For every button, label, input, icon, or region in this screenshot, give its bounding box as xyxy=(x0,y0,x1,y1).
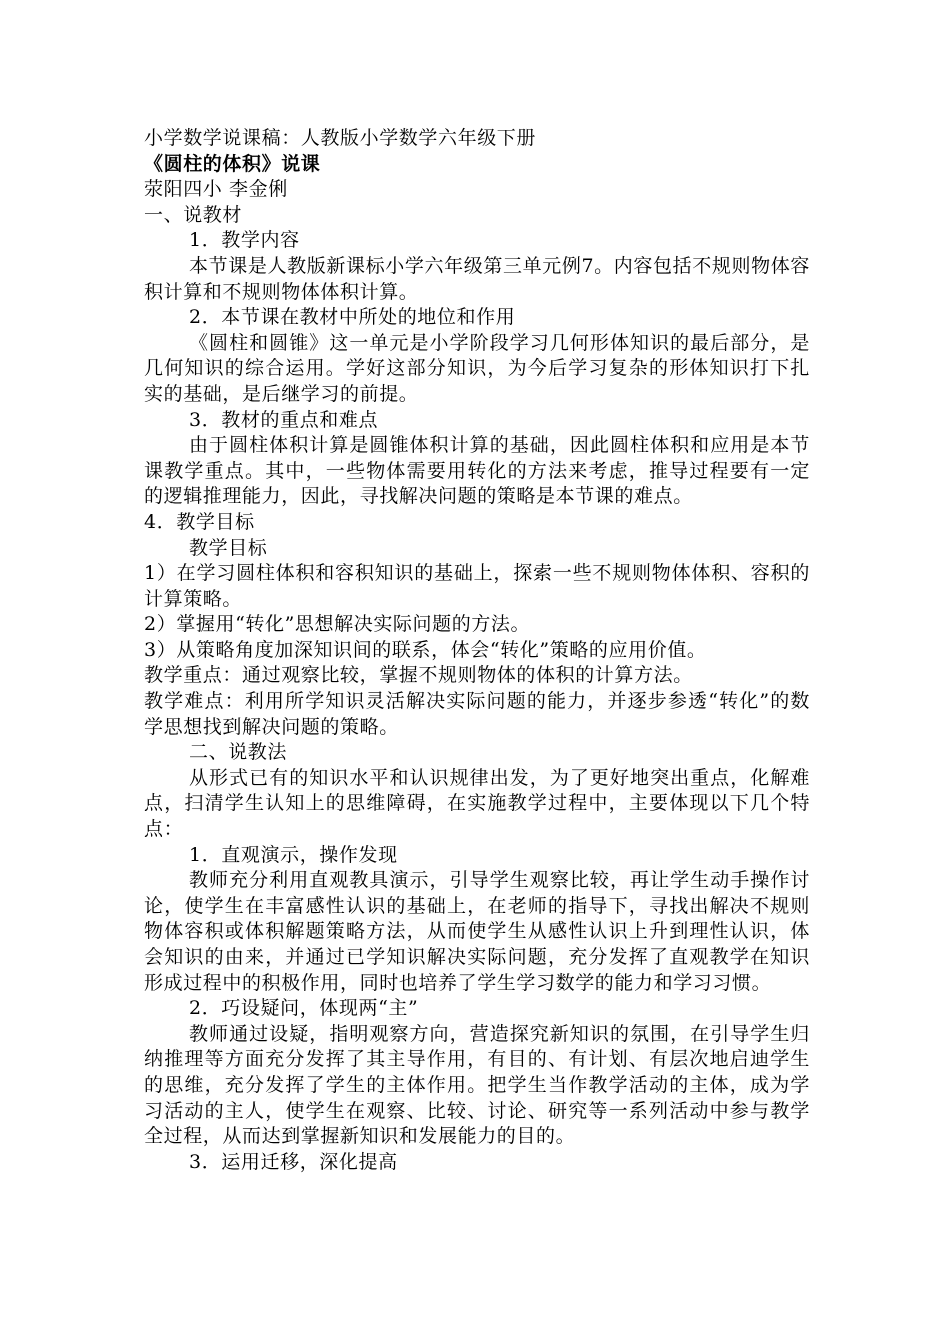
document-subtitle: 小学数学说课稿：人教版小学数学六年级下册 xyxy=(144,127,537,149)
paragraph: 教师通过设疑，指明观察方向，营造探究新知识的氛围，在引导学生归纳推理等方面充分发挥了其主导作用，有目的、有计划、有层次地启迪学生的思维，充分发挥了学生的主体作用。把学生当作教学活动的主体，成为学习活动的主人，使学生在观察、比较、讨论、研究等一系列活动中参与教学全过程，从而达到掌握新知识和发展能力的目的。 xyxy=(144,1022,810,1148)
subheading-questioning: 2．巧设疑问，体现两“主” xyxy=(189,997,419,1020)
paragraph: 教师充分利用直观教具演示，引导学生观察比较，再让学生动手操作讨论，使学生在丰富感性认识的基础上，在老师的指导下，寻找出解决不规则物体容积或体积解题策略方法，从而使学生从感性认识上升到理性认识，体会知识的由来，并通过已学知识解决实际问题，充分发挥了直观教学在知识形成过程中的积极作用，同时也培养了学生学习数学的能力和学习习惯。 xyxy=(144,869,810,994)
subheading-teaching-goals: 4．教学目标 xyxy=(144,510,255,533)
subheading-teaching-content: 1．教学内容 xyxy=(189,229,300,252)
goal-item: 2）掌握用“转化”思想解决实际问题的方法。 xyxy=(144,613,531,636)
subheading-position-and-role: 2．本节课在教材中所处的地位和作用 xyxy=(189,306,516,329)
subheading-key-and-difficult-points: 3．教材的重点和难点 xyxy=(189,408,379,431)
subheading-transfer: 3．运用迁移，深化提高 xyxy=(189,1150,398,1173)
section-heading-teaching-material: 一、说教材 xyxy=(144,203,243,226)
paragraph: 本节课是人教版新课标小学六年级第三单元例7。内容包括不规则物体容积计算和不规则物体体积计算。 xyxy=(144,254,810,303)
document-title: 《圆柱的体积》说课 xyxy=(144,152,321,175)
paragraph: 《圆柱和圆锥》这一单元是小学阶段学习几何形体知识的最后部分，是几何知识的综合运用。学好这部分知识，为今后学习复杂的形体知识打下扎实的基础，是后继学习的前提。 xyxy=(144,331,810,405)
document-author: 荥阳四小 李金俐 xyxy=(144,178,288,201)
goal-item: 1）在学习圆柱体积和容积知识的基础上，探索一些不规则物体体积、容积的计算策略。 xyxy=(144,562,810,610)
paragraph: 从形式已有的知识水平和认识规律出发，为了更好地突出重点，化解难点，扫清学生认知上的思维障碍，在实施教学过程中，主要体现以下几个特点： xyxy=(144,766,810,841)
key-point: 教学重点：通过观察比较，掌握不规则物体的体积的计算方法。 xyxy=(144,664,693,687)
paragraph: 由于圆柱体积计算是圆锥体积计算的基础，因此圆柱体积和应用是本节课教学重点。其中，一些物体需要用转化的方法来考虑，推导过程要有一定的逻辑推理能力，因此，寻找解决问题的策略是本节课的难点。 xyxy=(144,434,810,508)
subheading-visual-demonstration: 1．直观演示，操作发现 xyxy=(189,843,398,866)
difficult-point: 教学难点：利用所学知识灵活解决实际问题的能力，并逐步参透“转化”的数学思想找到解决问题的策略。 xyxy=(144,690,810,738)
goal-item: 3）从策略角度加深知识间的联系，体会“转化”策略的应用价值。 xyxy=(144,638,707,661)
document-body xyxy=(144,126,810,1175)
subheading-goals-label: 教学目标 xyxy=(189,536,268,559)
section-heading-teaching-method: 二、说教法 xyxy=(189,741,288,764)
